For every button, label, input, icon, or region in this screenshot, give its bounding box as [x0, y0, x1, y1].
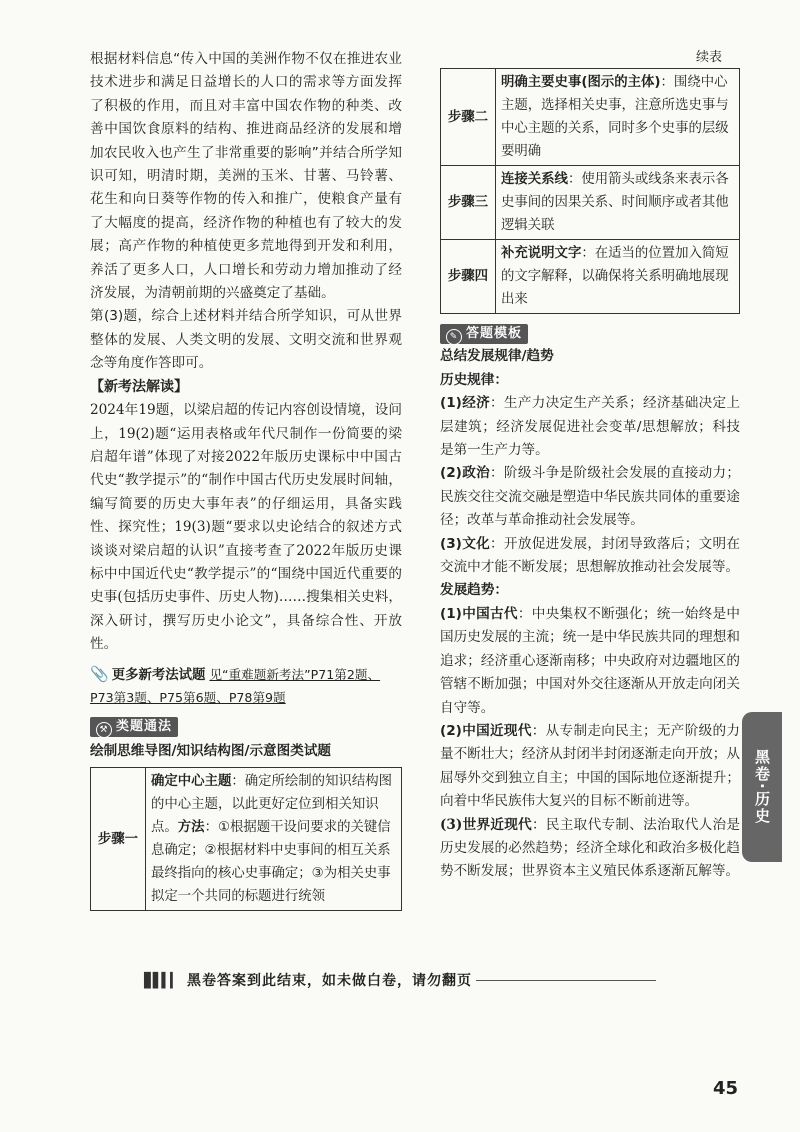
right-column [440, 48, 740, 884]
trend-ancient-text: ：中央集权不断强化；统一始终是中国历史发展的主流；统一是中华民族共同的理想和追求；经济重心逐渐南移；中央政府对边疆地区的管辖不断加强；中国对外交往逐渐从开放走向闭关自守等。 [440, 605, 741, 716]
trend-modern-china [440, 720, 740, 814]
step3-text: ：使用箭头或线条来表示各史事间的因果关系、时间顺序或者其他逻辑关联 [501, 172, 729, 233]
step2-text: ：围绕中心主题，选择相关史事，注意所选史事与中心主题的关系，同时多个史事的层级要明确 [501, 75, 729, 159]
law-economy-text: ：生产力决定生产关系；经济基础决定上层建筑；经济发展促进社会变革/思想解放；科技是第一生产力等。 [440, 395, 741, 459]
step1-method: 方法 [177, 820, 205, 836]
table-row [91, 768, 402, 911]
wrench-icon: ⚒ [96, 722, 112, 738]
footer-notice [0, 970, 800, 990]
law-culture [440, 533, 740, 580]
trend-modern-china-text: ：从专制走向民主；无产阶级的力量不断壮大；经济从封闭半封闭逐渐走向开放；从屈辱外交到独立自主；中国的国际地位逐渐提升；向着中华民族伟大复兴的目标不断前进等。 [440, 722, 741, 810]
step1-table [90, 767, 402, 911]
method-banner-label: 类题通法 [116, 718, 173, 734]
step1-content [146, 768, 402, 911]
trend-ancient-label: (1)中国古代 [440, 605, 518, 622]
step3-bold: 连接关系线 [501, 172, 568, 187]
footer-line [476, 980, 656, 981]
law-politics-text: ：阶级斗争是阶级社会发展的直接动力；民族交往交流交融是塑造中华民族共同体的重要途径；改革与革命推动社会发展等。 [440, 465, 741, 529]
more-questions [90, 663, 402, 709]
step4-text: ：在适当的位置加入简短的文字解释，以确保将关系明确地展现出来 [501, 246, 729, 307]
page-number: 45 [713, 1078, 739, 1099]
step2-bold: 明确主要史事(图示的主体) [501, 75, 661, 90]
more-questions-title: 更多新考法试题 [111, 667, 206, 683]
step3-label: 步骤三 [441, 166, 496, 240]
trend-heading: 发展趋势： [440, 582, 508, 599]
law-politics-label: (2)政治 [440, 465, 491, 482]
law-economy [440, 392, 740, 462]
new-method-heading: 【新考法解读】 [90, 378, 188, 395]
law-culture-label: (3)文化 [440, 535, 491, 552]
steps-table [440, 68, 740, 314]
step1-bold: 确定中心主题 [151, 774, 232, 790]
analysis-paragraph-1: 根据材料信息“传入中国的美洲作物不仅在推进农业技术进步和满足日益增长的人口的需求等方面发挥了积极的作用，而且对丰富中国农作物的种类、改善中国饮食原料的结构、推进商品经济的发展和增加农民收入也产生了非常重要的影响”并结合所学知识可知，明清时期，美洲的玉米、甘薯、马铃薯、花生和向日葵等作物的传入和推广，使粮食产量有了大幅度的提高，经济作物的种植也有了较大的发展；高产作物的种植使更多荒地得到开发和利用，养活了更多人口，人口增长和劳动力增加推动了经济发展，为清朝前期的兴盛奠定了基础。 [90, 51, 402, 302]
law-politics [440, 462, 740, 532]
step3-content [496, 166, 740, 240]
template-banner [440, 324, 528, 344]
method-banner [90, 717, 178, 737]
trend-ancient [440, 603, 740, 720]
analysis-paragraph-2: 第(3)题，综合上述材料并结合所学知识，可从世界整体的发展、人类文明的发展、文明交流和世界观念等角度作答即可。 [90, 308, 402, 372]
template-icon: ✎ [446, 329, 462, 345]
step1-label: 步骤一 [91, 768, 146, 911]
step2-content [496, 69, 740, 166]
template-banner-label: 答题模板 [466, 326, 523, 341]
more-questions-ref-1: 见“重难题新考法”P71第2题、 [209, 666, 381, 682]
step4-content [496, 240, 740, 314]
table-row [441, 69, 740, 166]
trend-modern-china-label: (2)中国近现代 [440, 722, 532, 739]
step1-method-text: ：①根据题干设问要求的关键信息确定；②根据材料中史事间的相互关系最终指向的核心史事确定；③为相关史事拟定一个共同的标题进行统领 [151, 820, 391, 905]
law-culture-text: ：开放促进发展，封闭导致落后；文明在交流中才能不断发展；思想解放推动社会发展等。 [440, 535, 741, 576]
more-questions-ref-2: P73第3题、P75第6题、P78第9题 [90, 689, 286, 705]
trend-modern-world-text: ：民主取代专制、法治取代人治是历史发展的必然趋势；经济全球化和政治多极化趋势不断发展；世界资本主义殖民体系逐渐瓦解等。 [440, 816, 740, 880]
method-banner-row [90, 715, 402, 738]
trend-modern-world [440, 814, 740, 884]
continued-label: 续表 [695, 50, 722, 65]
step2-label: 步骤二 [441, 69, 496, 166]
table-row [441, 166, 740, 240]
drawing-heading: 绘制思维导图/知识结构图/示意图类试题 [90, 742, 332, 759]
step1-text: ：确定所绘制的知识结构图的中心主题，以此更好定位到相关知识点。 [151, 774, 393, 836]
new-method-body: 2024年19题，以梁启超的传记内容创设情境，设问上，19(2)题“运用表格或年代尺制作一份简要的梁启超年谱”体现了对接2022年版历史课标中中国古代史“教学提示”的“制作中国古代历史发展时间轴，编写简要的历史大事年表”的仔细运用，具备实践性、探究性；19(3)题“要求以史论结合的叙述方式谈谈对梁启超的认识”直接考查了2022年版历史课标中中国近代史“教学提示”的“围绕中国近代重要的史事(包括历史事件、历史人物)……搜集相关史料，深入研讨，撰写历史小论文”，具备综合性、开放性。 [90, 402, 402, 653]
trend-modern-world-label: (3)世界近现代 [440, 816, 533, 833]
side-tab: 黑卷·历史 [742, 712, 782, 862]
step4-bold: 补充说明文字 [501, 246, 582, 261]
step4-label: 步骤四 [441, 240, 496, 314]
paperclip-icon: 📎 [90, 664, 109, 683]
summary-heading: 总结发展规律/趋势 [440, 348, 554, 365]
bars-icon: ▋▌▍▎ [143, 972, 180, 989]
history-law-heading: 历史规律： [440, 371, 508, 388]
law-economy-label: (1)经济 [440, 395, 491, 412]
footer-text: 黑卷答案到此结束，如未做白卷，请勿翻页 [187, 973, 473, 989]
left-column [90, 48, 402, 911]
table-row [441, 240, 740, 314]
template-banner-row [440, 322, 740, 345]
